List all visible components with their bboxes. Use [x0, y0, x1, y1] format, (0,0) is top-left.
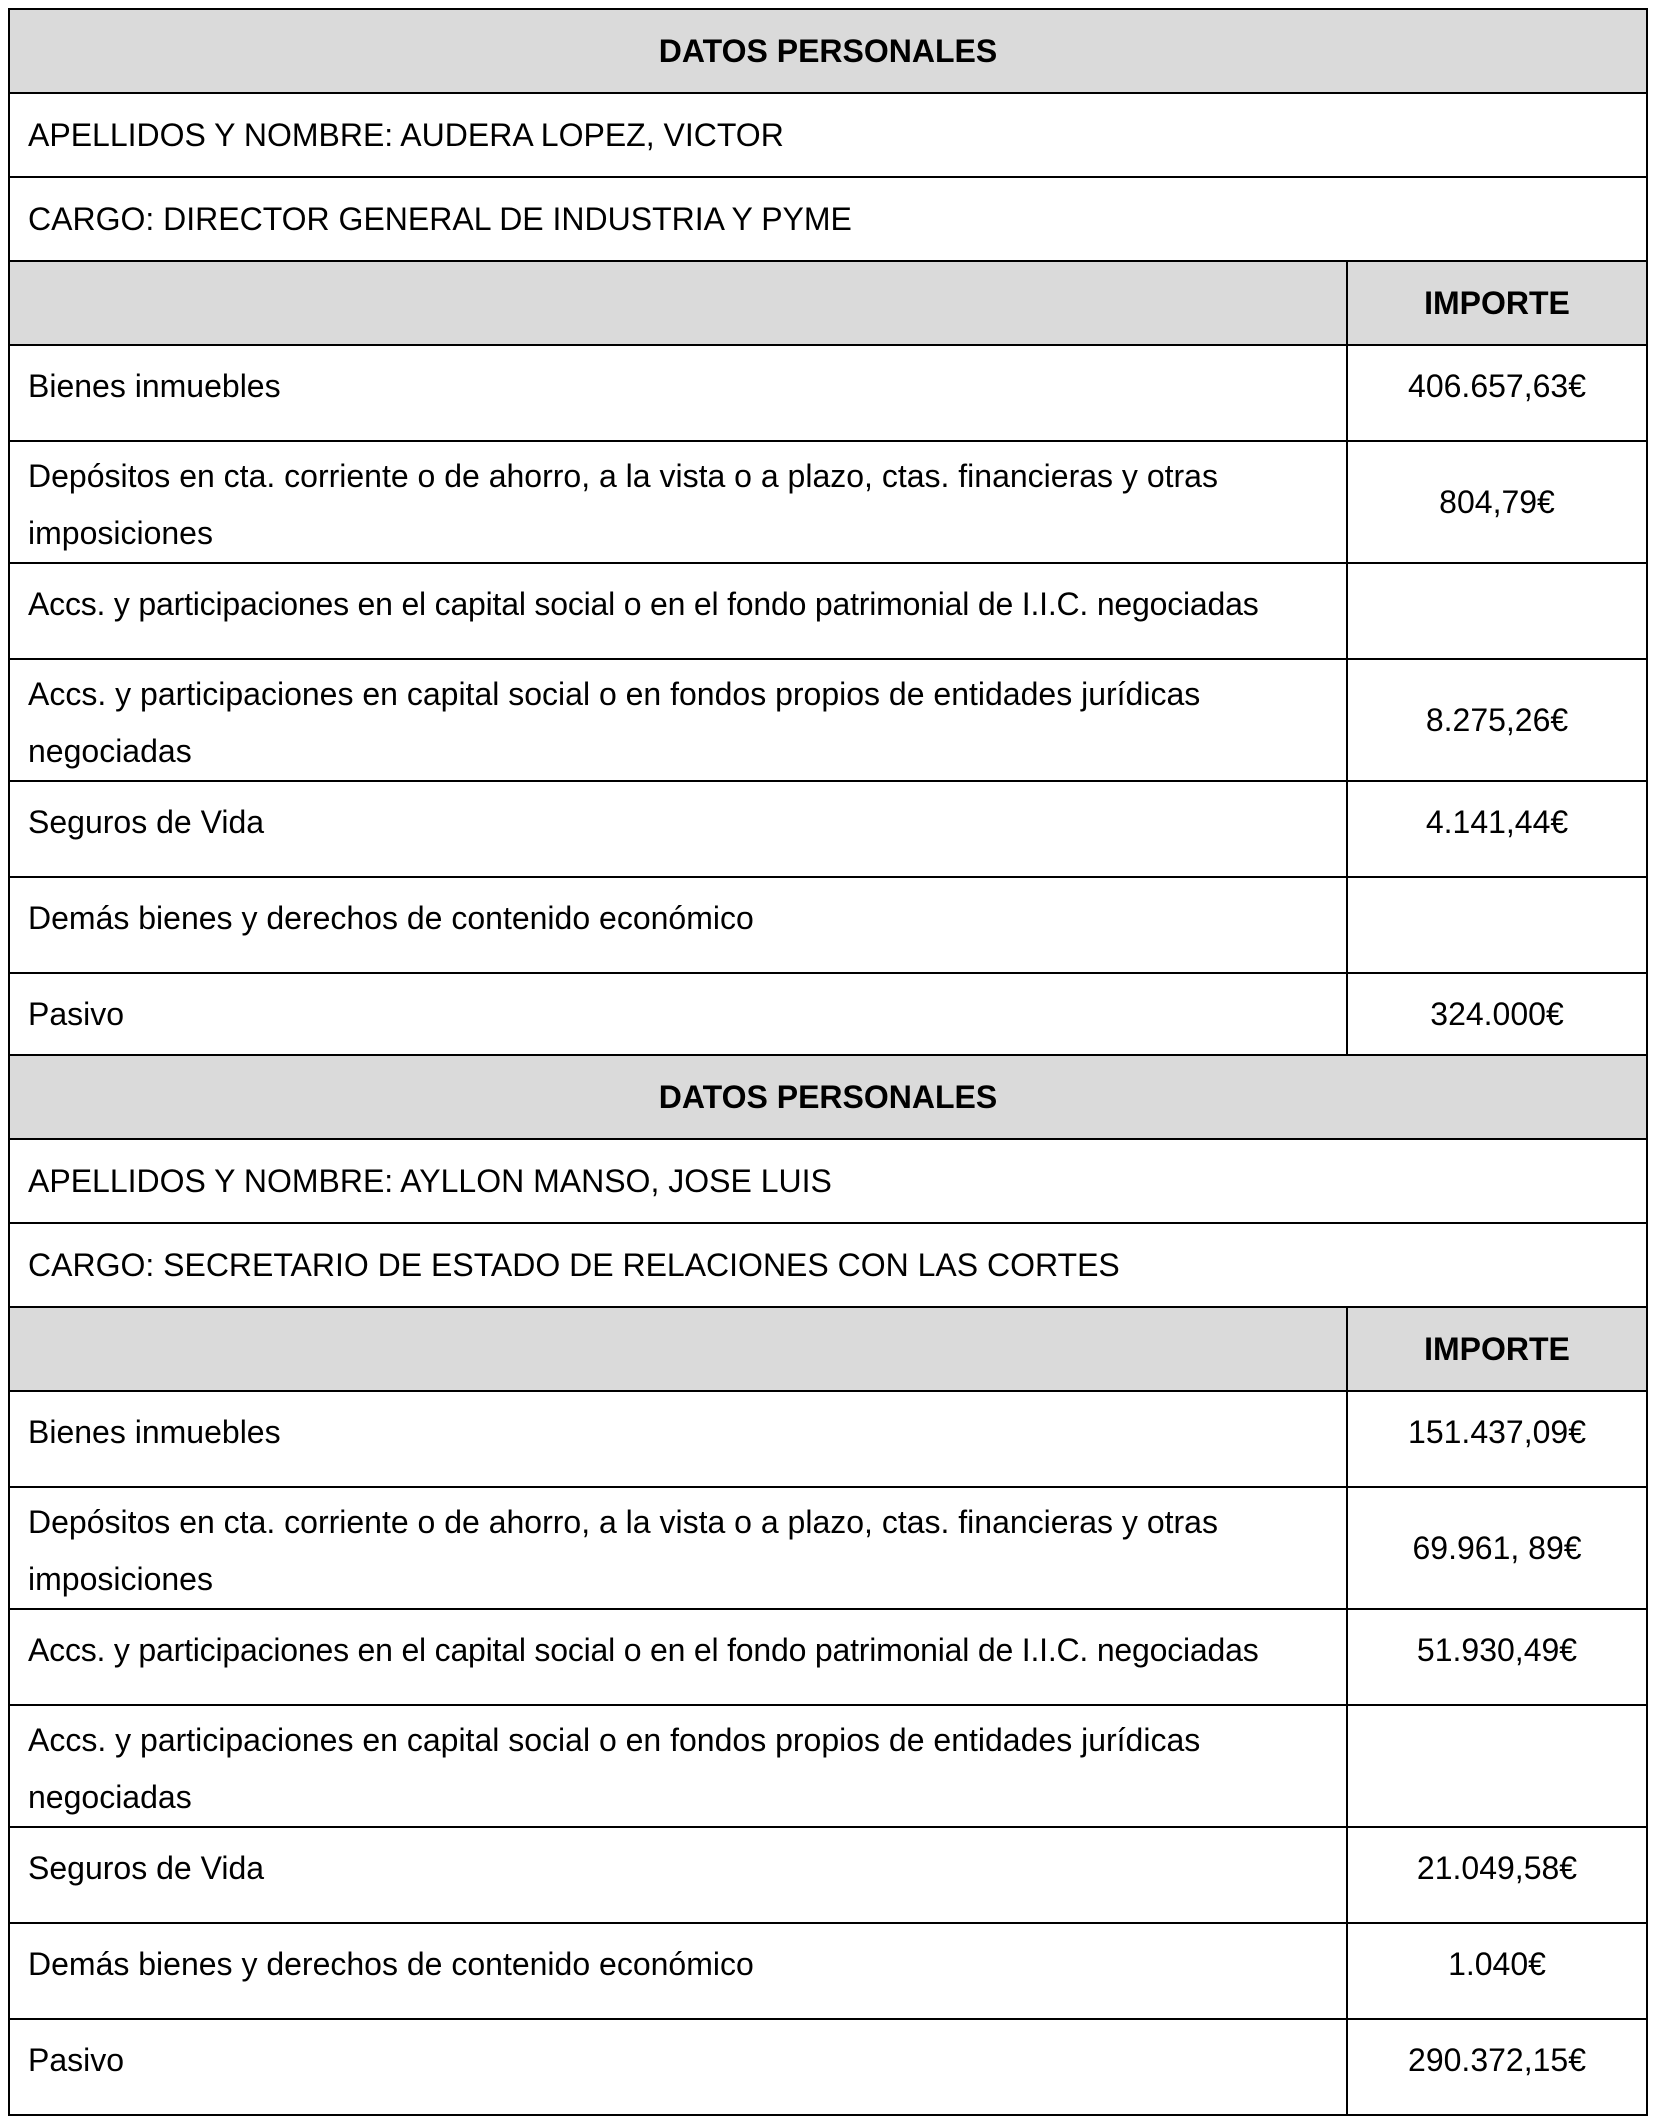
row-amount: 21.049,58€: [1347, 1827, 1647, 1923]
role-row: [9, 1223, 1647, 1307]
table-row: [9, 1391, 1647, 1487]
concept-column-header: [9, 261, 1347, 345]
table-row: [9, 1827, 1647, 1923]
amount-column-header: IMPORTE: [1347, 261, 1647, 345]
row-label: Pasivo: [9, 2019, 1347, 2115]
row-amount: 1.040€: [1347, 1923, 1647, 2019]
table-row: [9, 1487, 1647, 1609]
row-label: Accs. y participaciones en el capital social o en el fondo patrimonial de I.I.C. negociadas: [9, 563, 1347, 659]
row-label: Demás bienes y derechos de contenido económico: [9, 1923, 1347, 2019]
row-label: Depósitos en cta. corriente o de ahorro, a la vista o a plazo, ctas. financieras y otras imposiciones: [9, 1487, 1347, 1609]
asset-declaration-table-2: [8, 1054, 1648, 2116]
person-name: APELLIDOS Y NOMBRE: AUDERA LOPEZ, VICTOR: [9, 93, 1647, 177]
row-label: Pasivo: [9, 973, 1347, 1069]
role-row: [9, 177, 1647, 261]
section-header: DATOS PERSONALES: [9, 9, 1647, 93]
table-row: [9, 659, 1647, 781]
amount-column-header: IMPORTE: [1347, 1307, 1647, 1391]
table-row: [9, 877, 1647, 973]
table-row: [9, 1923, 1647, 2019]
section-header-row: [9, 1055, 1647, 1139]
row-amount: 804,79€: [1347, 441, 1647, 563]
row-label: Accs. y participaciones en el capital social o en el fondo patrimonial de I.I.C. negociadas: [9, 1609, 1347, 1705]
concept-column-header: [9, 1307, 1347, 1391]
row-amount: 324.000€: [1347, 973, 1647, 1069]
person-role: CARGO: SECRETARIO DE ESTADO DE RELACIONES CON LAS CORTES: [9, 1223, 1647, 1307]
row-amount: 51.930,49€: [1347, 1609, 1647, 1705]
row-label: Accs. y participaciones en capital social o en fondos propios de entidades jurídicas negociadas: [9, 659, 1347, 781]
row-amount: 8.275,26€: [1347, 659, 1647, 781]
asset-declaration-table-1: [8, 8, 1648, 1070]
row-amount: 4.141,44€: [1347, 781, 1647, 877]
row-label: Bienes inmuebles: [9, 345, 1347, 441]
name-row: [9, 93, 1647, 177]
table-row: [9, 2019, 1647, 2115]
section-header-row: [9, 9, 1647, 93]
person-name: APELLIDOS Y NOMBRE: AYLLON MANSO, JOSE LUIS: [9, 1139, 1647, 1223]
column-header-row: [9, 261, 1647, 345]
row-label: Demás bienes y derechos de contenido económico: [9, 877, 1347, 973]
column-header-row: [9, 1307, 1647, 1391]
row-amount: 151.437,09€: [1347, 1391, 1647, 1487]
row-amount: 406.657,63€: [1347, 345, 1647, 441]
table-row: [9, 345, 1647, 441]
row-amount: 290.372,15€: [1347, 2019, 1647, 2115]
section-header: DATOS PERSONALES: [9, 1055, 1647, 1139]
name-row: [9, 1139, 1647, 1223]
row-amount: 69.961, 89€: [1347, 1487, 1647, 1609]
row-amount: [1347, 563, 1647, 659]
table-row: [9, 563, 1647, 659]
row-label: Seguros de Vida: [9, 1827, 1347, 1923]
row-label: Seguros de Vida: [9, 781, 1347, 877]
row-label: Accs. y participaciones en capital social o en fondos propios de entidades jurídicas negociadas: [9, 1705, 1347, 1827]
table-row: [9, 1609, 1647, 1705]
table-row: [9, 1705, 1647, 1827]
row-amount: [1347, 1705, 1647, 1827]
table-row: [9, 781, 1647, 877]
table-row: [9, 441, 1647, 563]
row-amount: [1347, 877, 1647, 973]
row-label: Bienes inmuebles: [9, 1391, 1347, 1487]
person-role: CARGO: DIRECTOR GENERAL DE INDUSTRIA Y PYME: [9, 177, 1647, 261]
row-label: Depósitos en cta. corriente o de ahorro, a la vista o a plazo, ctas. financieras y otras imposiciones: [9, 441, 1347, 563]
